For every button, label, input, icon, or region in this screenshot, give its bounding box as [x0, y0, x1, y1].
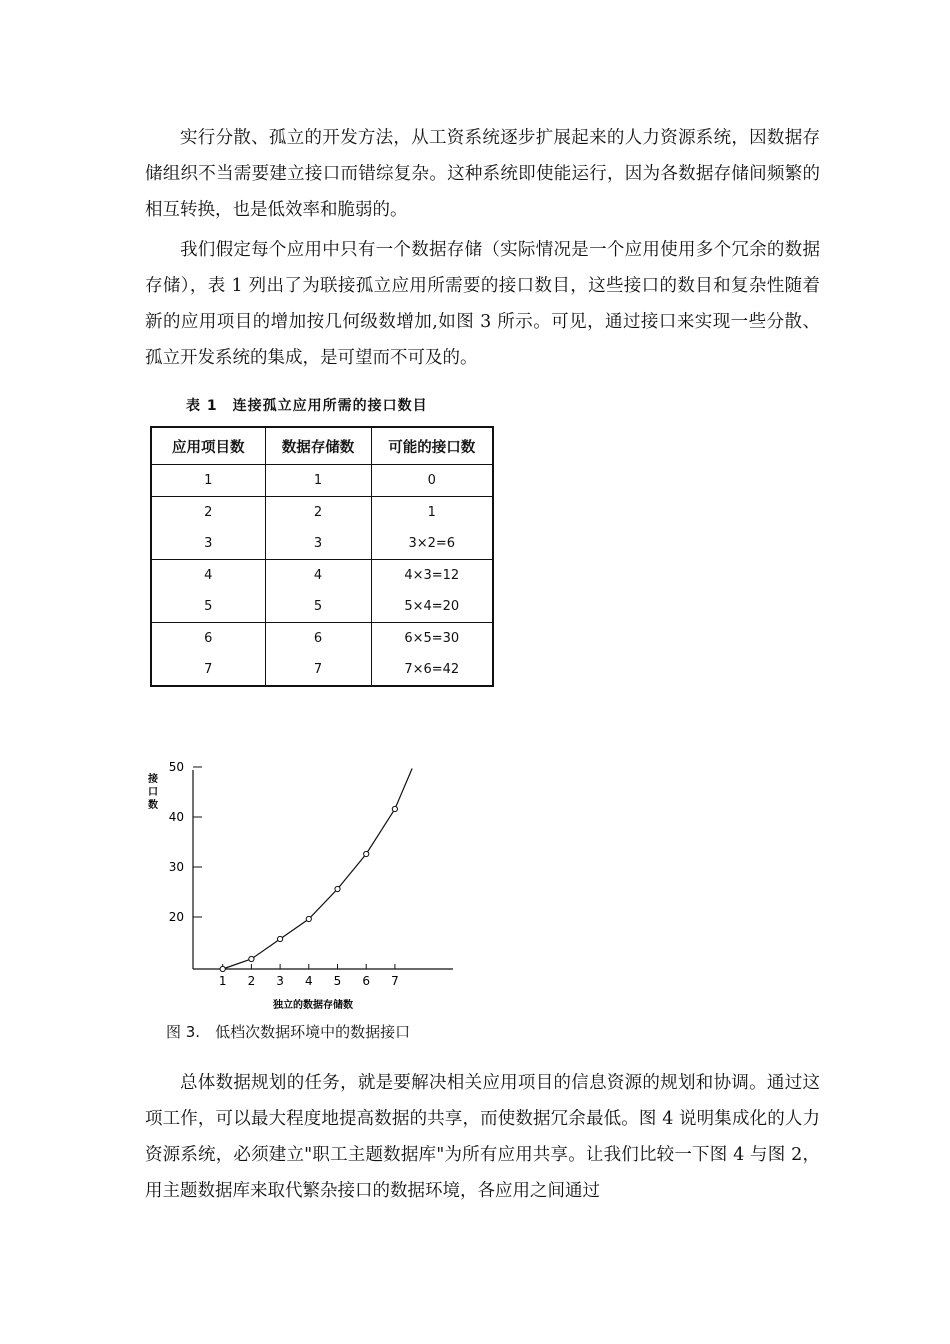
- table-cell: 0: [371, 465, 493, 497]
- y-axis-label-char: 接: [148, 774, 158, 785]
- table-cell: 4: [265, 560, 371, 592]
- header-interface-count: 可能的接口数: [371, 427, 493, 465]
- header-app-count: 应用项目数: [151, 427, 265, 465]
- table-cell: 4×3=12: [371, 560, 493, 592]
- table-cell: 5: [151, 591, 265, 623]
- table-cell: 5×4=20: [371, 591, 493, 623]
- paragraph-3: 总体数据规划的任务，就是要解决相关应用项目的信息资源的规划和协调。通过这项工作，可以最大程度地提高数据的共享，而使数据冗余最低。图 4 说明集成化的人力资源系统，必须建立"职工主题数据库"为所有应用共享。让我们比较一下图 4 与图 2，用主题数据库来取代繁杂接口的数据环境，各应用之间通过: [145, 1073, 820, 1201]
- interface-count-table: [150, 426, 494, 687]
- table-row: [151, 623, 493, 655]
- table-cell: 3: [265, 528, 371, 560]
- table-cell: 7: [151, 654, 265, 686]
- table-row: [151, 654, 493, 686]
- table-cell: 6×5=30: [371, 623, 493, 655]
- x-tick-label: 1: [218, 974, 227, 988]
- table-row: [151, 591, 493, 623]
- x-tick-label: 3: [276, 974, 284, 988]
- table-cell: 7: [265, 654, 371, 686]
- data-point: [392, 806, 397, 811]
- data-point: [220, 966, 225, 971]
- header-store-count: 数据存储数: [265, 427, 371, 465]
- x-tick-label: 6: [362, 974, 371, 988]
- interface-growth-chart: [140, 750, 470, 1015]
- table-row: [151, 528, 493, 560]
- y-tick-label: 30: [168, 860, 184, 874]
- data-point: [278, 936, 283, 941]
- x-tick-label: 5: [333, 974, 342, 988]
- table-cell: 7×6=42: [371, 654, 493, 686]
- y-axis-label-char: 口: [148, 787, 158, 798]
- data-point: [306, 916, 311, 921]
- data-point: [364, 851, 369, 856]
- data-point: [249, 956, 254, 961]
- table-cell: 3: [151, 528, 265, 560]
- table-row: [151, 465, 493, 497]
- table-caption: 表 1 连接孤立应用所需的接口数目: [186, 398, 428, 414]
- table-cell: 4: [151, 560, 265, 592]
- table-cell: 1: [265, 465, 371, 497]
- table-cell: 2: [265, 497, 371, 529]
- data-point: [335, 886, 340, 891]
- y-tick-label: 40: [168, 810, 184, 824]
- x-tick-label: 4: [304, 974, 313, 988]
- series-line: [223, 769, 412, 970]
- table-cell: 1: [151, 465, 265, 497]
- table-cell: 6: [265, 623, 371, 655]
- x-tick-label: 2: [247, 974, 256, 988]
- x-axis-label: 独立的数据存储数: [273, 1000, 353, 1011]
- table-cell: 3×2=6: [371, 528, 493, 560]
- y-tick-label: 20: [168, 910, 184, 924]
- table-cell: 6: [151, 623, 265, 655]
- paragraph-2: 我们假定每个应用中只有一个数据存储（实际情况是一个应用使用多个冗余的数据存储），表 1 列出了为联接孤立应用所需要的接口数目，这些接口的数目和复杂性随着新的应用项目的增加按几何级数增加,如图 3 所示。可见，通过接口来实现一些分散、孤立开发系统的集成，是可望而不可及的。: [145, 240, 820, 368]
- table-header-row: [151, 427, 493, 465]
- table-cell: 2: [151, 497, 265, 529]
- y-axis-label: [147, 772, 158, 811]
- table-cell: 1: [371, 497, 493, 529]
- paragraph-1: 实行分散、孤立的开发方法，从工资系统逐步扩展起来的人力资源系统，因数据存储组织不当需要建立接口而错综复杂。这种系统即使能运行，因为各数据存储间频繁的相互转换，也是低效率和脆弱的。: [145, 128, 820, 220]
- table-cell: 5: [265, 591, 371, 623]
- x-tick-label: 7: [391, 974, 399, 988]
- y-axis-label-char: 数: [148, 800, 158, 811]
- table-row: [151, 560, 493, 592]
- figure-caption: 图 3. 低档次数据环境中的数据接口: [166, 1023, 411, 1041]
- y-tick-label: 50: [168, 760, 184, 774]
- table-row: [151, 497, 493, 529]
